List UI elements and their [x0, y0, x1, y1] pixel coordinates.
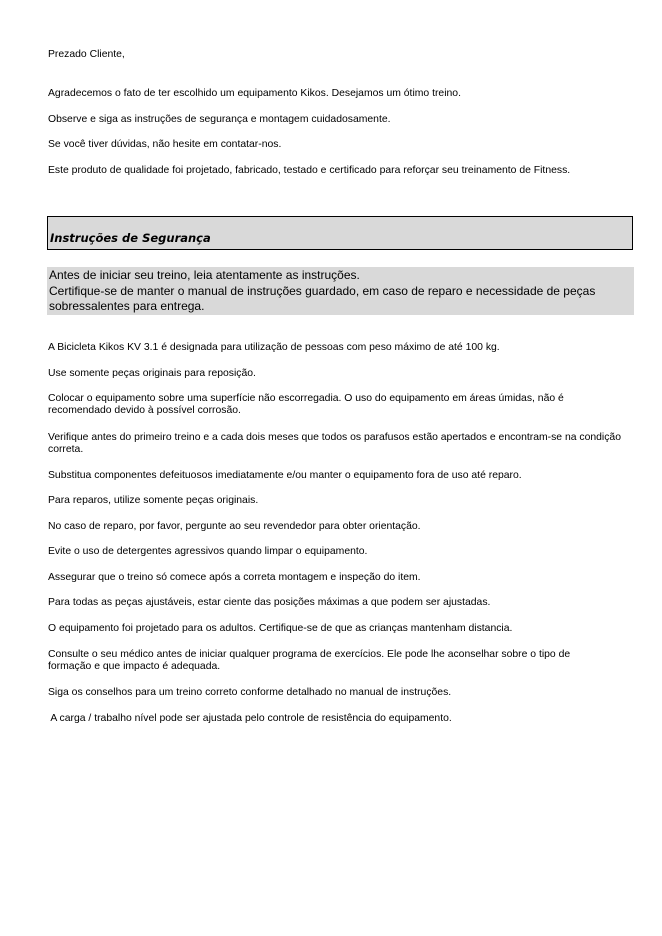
safety-item: Evite o uso de detergentes agressivos quando limpar o equipamento.: [48, 546, 368, 557]
greeting: Prezado Cliente,: [48, 49, 125, 60]
safety-item: Para reparos, utilize somente peças originais.: [48, 495, 259, 506]
intro-paragraph: Observe e siga as instruções de segurança e montagem cuidadosamente.: [48, 114, 391, 125]
intro-paragraph: Se você tiver dúvidas, não hesite em contatar-nos.: [48, 139, 282, 150]
safety-item: A carga / trabalho nível pode ser ajustada pelo controle de resistência do equipamento.: [48, 713, 452, 724]
safety-section-title: Instruções de Segurança: [50, 231, 211, 245]
safety-item: Colocar o equipamento sobre uma superfície não escorregadia. O uso do equipamento em áreas úmidas, não é recomendado devido à possível corrosão.: [48, 393, 564, 416]
intro-paragraph: Agradecemos o fato de ter escolhido um equipamento Kikos. Desejamos um ótimo treino.: [48, 88, 461, 99]
safety-item: A Bicicleta Kikos KV 3.1 é designada para utilização de pessoas com peso máximo de até 100 kg.: [48, 342, 500, 353]
safety-item: Para todas as peças ajustáveis, estar ciente das posições máximas a que podem ser ajustadas.: [48, 597, 491, 608]
safety-item: Substitua componentes defeituosos imediatamente e/ou manter o equipamento fora de uso até reparo.: [48, 470, 522, 481]
safety-item: Consulte o seu médico antes de iniciar qualquer programa de exercícios. Ele pode lhe aconselhar sobre o tipo de formação e que impacto é adequada.: [48, 649, 571, 672]
safety-item: Assegurar que o treino só comece após a correta montagem e inspeção do item.: [48, 572, 421, 583]
intro-paragraph: Este produto de qualidade foi projetado, fabricado, testado e certificado para reforçar seu treinamento de Fitness.: [48, 165, 571, 176]
safety-item: Verifique antes do primeiro treino e a cada dois meses que todos os parafusos estão apertados e encontram-se na condição correta.: [48, 432, 621, 455]
safety-item: Siga os conselhos para um treino correto conforme detalhado no manual de instruções.: [48, 687, 452, 698]
safety-notice-line: Antes de iniciar seu treino, leia atentamente as instruções.: [49, 268, 360, 282]
safety-item: O equipamento foi projetado para os adultos. Certifique-se de que as crianças mantenham distancia.: [48, 623, 513, 634]
safety-notice-line: Certifique-se de manter o manual de instruções guardado, em caso de reparo e necessidade de peças sobressalentes para entrega.: [49, 283, 596, 313]
safety-notice-box: [47, 267, 634, 315]
safety-item: No caso de reparo, por favor, pergunte ao seu revendedor para obter orientação.: [48, 521, 421, 532]
safety-item: Use somente peças originais para reposição.: [48, 368, 256, 379]
safety-section-header: [47, 216, 633, 250]
